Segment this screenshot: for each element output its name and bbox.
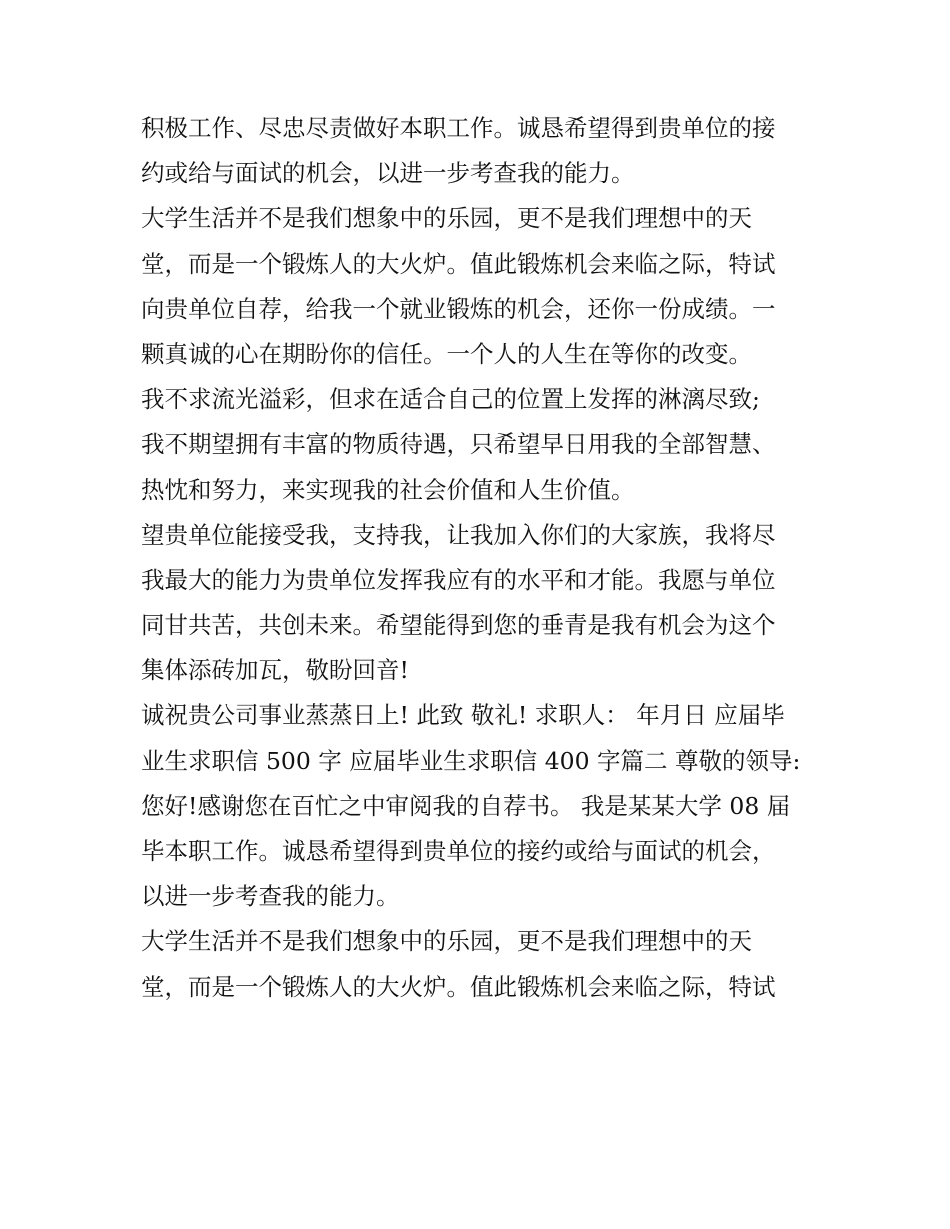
body-text bbox=[141, 106, 821, 1010]
text-line: 毕本职工作。诚恳希望得到贵单位的接约或给与面试的机会， bbox=[141, 837, 776, 865]
text-line: 望贵单位能接受我，支持我，让我加入你们的大家族，我将尽 bbox=[141, 520, 776, 549]
text-line: 我不期望拥有丰富的物质待遇，只希望早日用我的全部智慧、 bbox=[141, 430, 776, 459]
text-line: 向贵单位自荐，给我一个就业锻炼的机会，还你一份成绩。一 bbox=[141, 294, 776, 323]
text-line: 堂，而是一个锻炼人的大火炉。值此锻炼机会来临之际，特试 bbox=[141, 249, 776, 278]
text-line: 我最大的能力为贵单位发挥我应有的水平和才能。我愿与单位 bbox=[141, 565, 776, 594]
text-line: 大学生活并不是我们想象中的乐园，更不是我们理想中的天 bbox=[141, 927, 752, 956]
text-line: 同甘共苦，共创未来。希望能得到您的垂青是我有机会为这个 bbox=[141, 611, 776, 640]
text-line: 约或给与面试的机会，以进一步考查我的能力。 bbox=[141, 159, 635, 188]
text-line: 我不求流光溢彩，但求在适合自己的位置上发挥的淋漓尽致; bbox=[141, 385, 760, 414]
text-line: 热忱和努力，来实现我的社会价值和人生价值。 bbox=[141, 475, 635, 504]
text-line: 集体添砖加瓦，敬盼回音! bbox=[141, 656, 409, 685]
text-line: 诚祝贵公司事业蒸蒸日上! 此致 敬礼! 求职人： 年月日 应届毕 bbox=[141, 701, 785, 730]
text-line: 积极工作、尽忠尽责做好本职工作。诚恳希望得到贵单位的接 bbox=[141, 114, 776, 142]
text-line: 您好!感谢您在百忙之中审阅我的自荐书。 我是某某大学 08 届 bbox=[141, 791, 791, 820]
text-line: 大学生活并不是我们想象中的乐园，更不是我们理想中的天 bbox=[141, 204, 752, 233]
text-line: 颗真诚的心在期盼你的信任。一个人的人生在等你的改变。 bbox=[141, 339, 752, 368]
text-line: 堂，而是一个锻炼人的大火炉。值此锻炼机会来临之际，特试 bbox=[141, 972, 776, 1001]
text-line: 业生求职信 500 字 应届毕业生求职信 400 字篇二 尊敬的领导: bbox=[141, 746, 801, 775]
text-line: 以进一步考查我的能力。 bbox=[141, 882, 400, 911]
